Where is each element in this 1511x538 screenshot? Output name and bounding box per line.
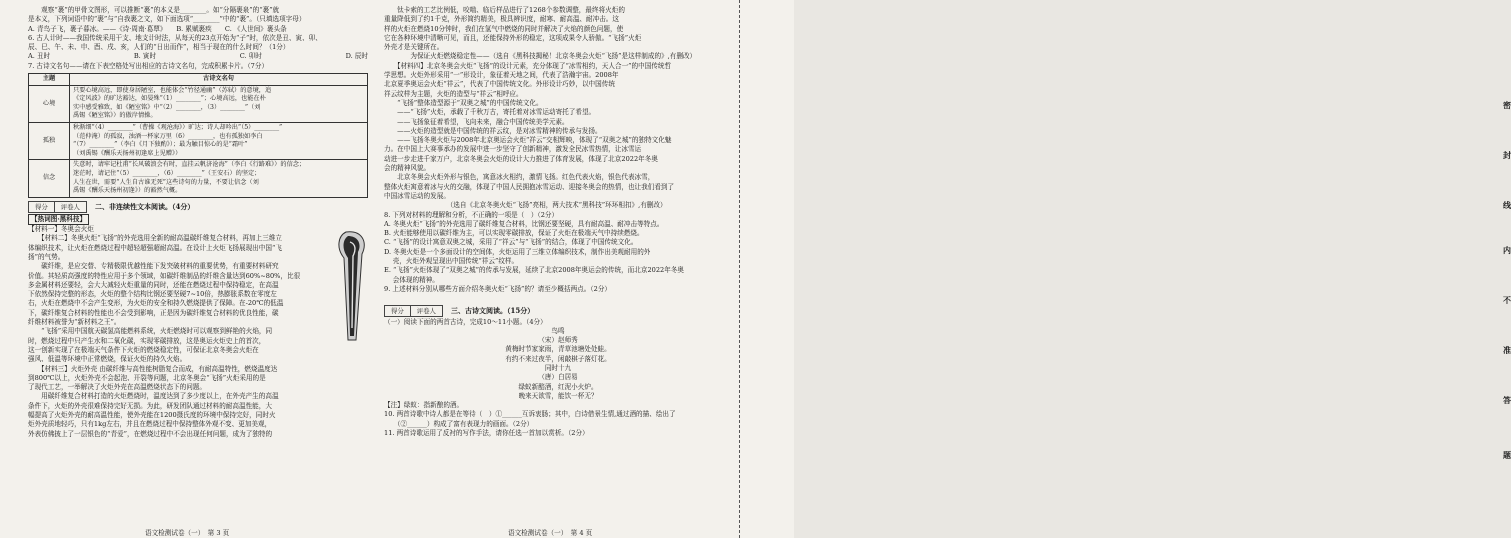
header-lines: 古诗文名句 — [70, 74, 368, 86]
text-line: 会的精神风貌。 — [384, 164, 431, 173]
option-a[interactable]: A. 丑时 — [28, 52, 51, 61]
text-line: 多金属材料还要轻，会大大减轻火炬重量的同时，还能在燃烧过程中保持稳定，在高温 — [28, 280, 279, 289]
score-box — [384, 305, 443, 317]
margin-char: 准 — [1503, 345, 1511, 355]
text-line: 强风、低温等环境中正常燃烧，保证火炬的持久火焰。 — [28, 355, 187, 364]
text-line: 幅提高了火炬外壳的耐高温性能，使外壳能在1200摄氏度的环境中保持完好，同时火 — [28, 411, 276, 420]
text-line: 扬”的气势。 — [28, 252, 65, 261]
binding-margin — [742, 0, 1511, 538]
question-8-option[interactable]: A. 冬奥火炬“飞扬”的外壳选用了碳纤维复合材料，比钢还要坚硬，具有耐高温、耐冲击等特点。 — [384, 219, 664, 228]
poem-line: 晚来天欲雪，能饮一杯无？ — [518, 391, 598, 400]
text-line: 【材料二】冬奥火炬“飞扬”的外壳选用全新的耐高温碳纤维复合材料，再加上三维立 — [28, 234, 283, 243]
text-line: （选自《北京冬奥火炬“飞扬”亮相，两大技术“黑科技”环环相扣》,有删改） — [384, 201, 667, 210]
cell-line: 秋渐细“（4）________”（曹操《观沧海》）旷达；诗人却吟出“（5）________” — [73, 124, 283, 132]
question-6-line: 辰、巳、午、未、申、酉、戌、亥，人们的“日出而作”，相当于现在的什么时间？（1分） — [28, 43, 290, 52]
topic-cell: 孤独 — [29, 123, 70, 160]
cell-line: （范仲淹）的孤寂，浊酒一杯家万里（6）________，也有孤独如李白 — [73, 132, 263, 140]
page-footer-4: 语文检测试卷（一） 第 4 页 — [508, 529, 593, 537]
binding-line — [739, 0, 740, 538]
table-row — [29, 123, 368, 160]
question-11: 11. 两首诗歌运用了反衬的写作手法，请你任选一首加以赏析。（2分） — [384, 429, 589, 438]
cell-line: 失意时，请牢记杜甫“长风破浪会有时，直挂云帆济沧海”（李白《行路难》）的信念； — [73, 161, 306, 169]
text-line: 北京冬奥会火炬外形与银色，寓意冰火相约，激情飞扬。红色代表火焰，银色代表冰雪， — [384, 173, 655, 182]
question-7: 7. 古诗文名句——请在下表空格处写出相应的古诗文名句，完成积累卡片。（7分） — [28, 61, 269, 70]
material-1-title: 【材料一】冬奥会火炬 — [28, 225, 94, 234]
text-line: 右，火炬在燃烧中不会产生变形，为火炬的安全和持久燃烧提供了保障。在-20℃的低温 — [28, 299, 284, 308]
question-8-option: 壳，火炬外观呈现出中国传统“祥云”纹样。 — [384, 257, 519, 266]
poem-2-author: （唐）白居易 — [538, 373, 578, 382]
poem-table — [28, 73, 368, 198]
score-box — [28, 201, 87, 213]
question-8-option[interactable]: C. “飞扬”的设计寓意双奥之城，采用了“祥云”与“飞扬”的结合，体现了中国传统文化。 — [384, 238, 638, 247]
section-3-title: 三、古诗文阅读。（15分） — [450, 305, 535, 315]
score-label: 得分 — [385, 306, 411, 316]
text-line: 重量降低到了约1千克，外形简约精美，极具辨识度，耐寒、耐高温、耐冲击。这 — [384, 15, 619, 24]
page-4-column — [384, 6, 732, 528]
text-line: 观察“裹”的甲骨文图形，可以推断“裹”的本义是________。如“分隔裹泉”的“裹”就 — [28, 6, 280, 14]
text-line: 是本义，下列词语中的“裹”与“自我裹之文，如下面选项“________”中的“裹”。（只填选项字母） — [28, 15, 306, 24]
answer-blank[interactable] — [384, 294, 732, 303]
poem-2-title: 同时十九 — [544, 363, 572, 372]
margin-char: 题 — [1503, 450, 1511, 460]
option-d[interactable]: D. 辰时 — [345, 52, 368, 61]
text-line: 【材料三】火炬外壳 由碳纤维与高性能树脂复合而成，有耐高温特性，燃烧温度达 — [28, 364, 278, 373]
text-line: 这一创新实现了在极端天气条件下火炬的燃烧稳定性，可保证北京冬奥会火炬在 — [28, 345, 259, 354]
text-line: 到800℃以上，火炬外壳不会起泡、开裂等问题，北京冬奥会“飞扬”火炬采用的是 — [28, 373, 266, 382]
text-line: 学思想。火炬外形采用“一”形设计，象征着天地之间，代表了浩瀚宇宙。2008年 — [384, 71, 619, 80]
topic-cell: 心境 — [29, 85, 70, 122]
question-6-options — [28, 52, 372, 61]
poem-line: 黄梅时节家家雨，青草池塘处处蛙。 — [505, 345, 611, 354]
text-line: 下依然保持完整的形态，火炬的整个结构比钢还要坚硬7~10倍，热膨胀系数在零度左 — [28, 290, 277, 299]
lines-cell[interactable] — [70, 160, 368, 197]
margin-char: 不 — [1503, 295, 1511, 305]
text-line: 用碳纤维复合材料打造的火炬燃烧时，温度达到了多少度以上，在外壳产生的高温 — [28, 392, 279, 401]
text-line: 祥云纹样为主题，火炬的造型与“祥云”相呼应。 — [384, 89, 523, 98]
text-line: 炬外壳质地轻巧，只有1kg左右，并且在燃烧过程中保持整体外观不变、更加美观， — [28, 420, 272, 429]
text-line: A. 青鸟子飞，裹子暮冰。——《诗·周南·葛覃》 B. 累赋裹疾 C. 《人世间》裹头条 — [28, 24, 287, 33]
text-line: ——飞扬冬奥火炬与2008年北京奥运会火炬“祥云”交相辉映，体现了“双奥之城”的独特文化魅 — [384, 136, 672, 145]
margin-char: 线 — [1503, 200, 1511, 210]
section-3-header — [384, 304, 732, 318]
score-label: 得分 — [29, 202, 55, 212]
text-line: 北京夏季奥运会火炬“祥云”，代表了中国传统文化。外形设计巧妙，以中国传统 — [384, 80, 615, 89]
text-line: 了现代工艺，一举解决了火炬外壳在高温燃烧状态下的问题。 — [28, 383, 207, 392]
text-line: 体编织技术，让火炬在燃烧过程中超轻超强超耐高温。在设计上火炬飞扬展现出中国“飞 — [28, 243, 282, 252]
cell-line: “（7）________”（李白《月下独酌》）；最为触目惊心的是“霜叶” — [73, 141, 248, 149]
table-row — [29, 160, 368, 197]
question-6: 6. 古人计时——我国传统采用干支、地支计时法，从每天的23点开始为“子”时，依次是丑、寅、卯、 — [28, 33, 322, 42]
text-line: 为保证火炬燃烧稳定性——（选自《黑科技揭秘！北京冬奥会火炬“飞扬”是这样制成的》,有删改） — [384, 52, 697, 61]
text-line: 中国冰雪运动的发展。 — [384, 191, 450, 200]
question-9: 9. 上述材料分别从哪些方面介绍冬奥火炬“飞扬”的？请至少概括两点。（2分） — [384, 284, 612, 293]
option-c[interactable]: C. 卯时 — [239, 52, 262, 61]
poem-1-title: 鸟鸣 — [551, 326, 565, 335]
text-line: ——飞扬象征着希望，飞向未来，融合中国传统美学元素。 — [384, 117, 569, 126]
poem-line: 有约不来过夜半，闲敲棋子落灯花。 — [505, 354, 611, 363]
cell-line: （刘禹锡《酬乐天扬州初逢席上见赠》） — [73, 149, 182, 157]
header-topic: 主题 — [29, 74, 70, 86]
cell-line: 迷茫时，请记住“（5）________，（6）________”（王安石）的坚定； — [73, 170, 261, 178]
text-line: 外壳才是关键所在。 — [384, 43, 444, 52]
topic-cell: 信念 — [29, 160, 70, 197]
cell-line: 禹锡《酬乐天扬州初逢》）的豁然气概。 — [73, 187, 182, 195]
page-3-column — [28, 6, 372, 528]
text-line: 样的火炬在燃烧10分钟时，我们在氢气中燃烧的同时并解决了火焰的颜色问题，使 — [384, 24, 624, 33]
text-line: 时，燃烧过程中只产生水和二氧化碳，实现零碳排放，这是奥运火炬史上的首次， — [28, 336, 266, 345]
margin-char: 答 — [1503, 395, 1511, 405]
question-10-line: （②______）构成了富有表现力的画面。（2分） — [384, 419, 534, 428]
grader-label: 评卷人 — [416, 306, 436, 315]
text-line: 条件下，火炬的外壳很难保持完好无损。为此，研发团队通过材料的耐高温性能，大 — [28, 401, 272, 410]
table-header-row — [29, 74, 368, 86]
cell-line: 《定风波》的旷达豁达，如晏殊“（1）________”；心境高远，也能在朴 — [73, 95, 266, 103]
question-8-option[interactable]: E. “飞扬”火炬体现了“双奥之城”的传承与发展，延续了北京2008年奥运会的传统，而北京2022年冬奥 — [384, 266, 685, 275]
margin-char: 内 — [1503, 245, 1511, 255]
text-line: 力。在中国上大赛事承办的发展中进一步坚守了创新精神，激发全民冰雪热情，让冰雪运 — [384, 145, 642, 154]
table-row — [29, 85, 368, 122]
margin-char: 封 — [1503, 150, 1511, 160]
question-8-option[interactable]: B. 火炬能够使用以碳纤维为主，可以实现零碳排放，保证了火炬在极端天气中持续燃烧。 — [384, 229, 644, 238]
lines-cell[interactable] — [70, 123, 368, 160]
text-line: “飞扬”采用中国航天碳氢高能燃料系统，火炬燃烧时可以观察到鲜艳的火焰，同 — [28, 327, 273, 336]
text-line: 外表仿佛披上了一层银色的“青爱”，在燃烧过程中不会出现任何问题，成为了独特的 — [28, 429, 273, 438]
text-line: 【材料四】北京冬奥会火炬“飞扬”的设计元素，充分体现了“冰雪相约，天人合一”的中国传统哲 — [384, 61, 672, 70]
text-line: 纤维材料被誉为“新材料之王”。 — [28, 318, 121, 327]
poem-line: 绿蚁新醅酒，红泥小火炉。 — [518, 382, 598, 391]
text-line: ——“飞扬”火炬，承载了千秋万古，寄托着对冰雪运动寄托了希望。 — [384, 108, 596, 117]
text-line: ——火炬的造型就是中国传统的祥云纹，是对冰雪精神的传承与发扬。 — [384, 126, 602, 135]
question-8-option[interactable]: D. 冬奥火炬是一个多面设计的空间体，火炬运用了三维立体编织技术，制作出美观耐用的外 — [384, 247, 651, 256]
question-10: 10. 两首诗歌中诗人都是在等待（ ）①______互诉衷肠；其中，白诗借景生情,通过酒的描、绘出了 — [384, 410, 676, 419]
cell-line: 只要心境高远，即使身居陋室，也能体会“竹径通幽”（苏轼）的意境，追 — [73, 86, 272, 94]
poem-1-author: （宋）赵师秀 — [538, 336, 578, 345]
text-line: 钛卡索的工艺比例低，咬啮、临后样品进行了1268个参数调整，最终将火炬的 — [384, 6, 625, 14]
margin-char: 密 — [1503, 100, 1511, 110]
text-line: 整体火炬寓意着冰与火的交融，体现了中国人民拥抱冰雪运动、迎接冬奥会的热情，也让我们看到了 — [384, 182, 675, 191]
section-2-title: 二、非连续性文本阅读。（4分） — [94, 202, 195, 212]
section-3-subtitle: （一）阅读下面的两首古诗，完成10～11小题。（4分） — [384, 317, 547, 326]
text-line: 下，碳纤维复合材料的性能也不会受到影响，正是因为碳纤维复合材料的优良性能，碳 — [28, 308, 279, 317]
question-8-option: 会体现的精神。 — [384, 275, 439, 284]
cell-line: 人生在世，需要“人生自古谁无死”这些诗句的力量，不要让信念（刘 — [73, 178, 259, 186]
section-2-header — [28, 200, 372, 214]
page-footer-3: 语文检测试卷（一） 第 3 页 — [145, 529, 230, 537]
lines-cell[interactable] — [70, 85, 368, 122]
text-line: “飞扬”整体造型源于“双奥之城”的中国传统文化。 — [384, 98, 543, 107]
cell-line: 实中感受雅致，如《陋室铭》中“（2）________，（3）________”（刘 — [73, 103, 261, 111]
cell-line: 禹锡《陋室铭》）的傲岸情操。 — [73, 112, 157, 120]
option-b[interactable]: B. 寅时 — [133, 52, 157, 61]
material-tag: 【热词图·黑科技】 — [28, 214, 89, 225]
question-8: 8. 下列对材料的理解和分析，不正确的一项是（ ）（2分） — [384, 210, 559, 219]
text-line: 它在各种环境中清晰可见，而且，还能保持外形的稳定，这项成果令人骄傲。“飞扬”火炬 — [384, 33, 642, 42]
text-line: 价值。其轻质高强度的特性应用于多个领域，如碳纤维制品的纤维含量达到60%~80%，比很 — [28, 271, 301, 280]
text-line: 动进一步走进千家万户，北京冬奥会火炬的设计大力推进了体育发展，体现了北京2022年冬奥 — [384, 154, 658, 163]
torch-illustration — [332, 228, 370, 346]
grader-label: 评卷人 — [60, 202, 80, 211]
poem-note: 【注】绿蚁：指新酿的酒。 — [384, 401, 464, 410]
text-line: 碳纤维，是应交替、专精极限优越性能下发突破材料的重要优势，有重要材料研究 — [28, 262, 279, 271]
